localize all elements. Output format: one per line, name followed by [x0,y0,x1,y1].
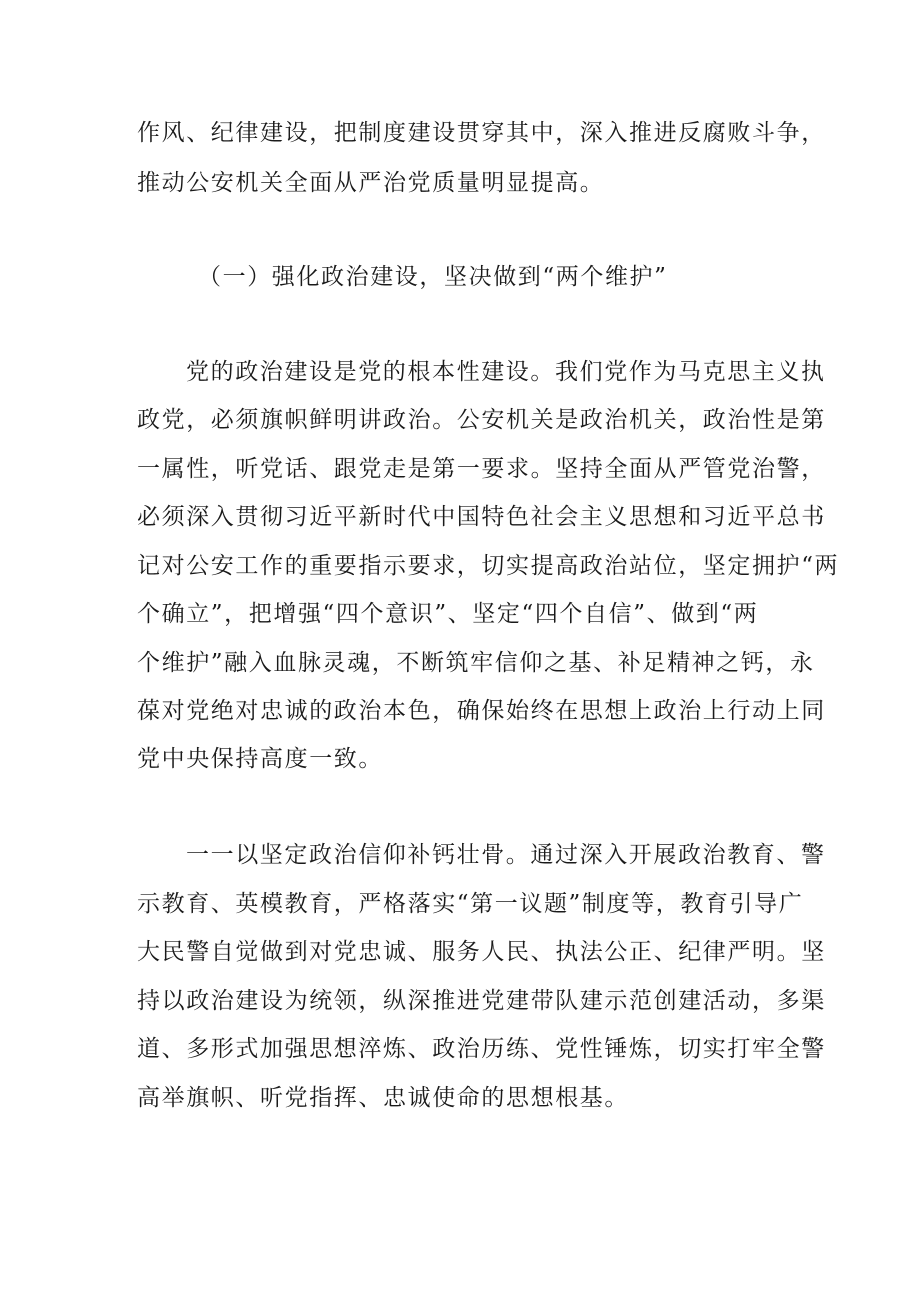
paragraph1-line-1: 党的政治建设是党的根本性建设。我们党作为马克思主义执 [186,359,826,385]
paragraph2-line-5: 道、多形式加强思想淬炼、政治历练、党性锤炼，切实打牢全警 [137,1036,826,1062]
paragraph1-line-2: 政党，必须旗帜鲜明讲政治。公安机关是政治机关，政治性是第 [137,407,826,433]
paragraph1-line-4: 必须深入贯彻习近平新时代中国特色社会主义思想和习近平总书 [137,504,826,530]
paragraph2-line-6: 高举旗帜、听党指挥、忠诚使命的思想根基。 [137,1085,629,1111]
paragraph2-line-3: 大民警自觉做到对党忠诚、服务人民、执法公正、纪律严明。坚 [137,939,826,965]
paragraph1-line-7: 个维护”融入血脉灵魂，不断筑牢信仰之基、补足精神之钙，永 [137,650,815,676]
paragraph1-line-5: 记对公安工作的重要指示要求，切实提高政治站位，坚定拥护“两 [137,553,840,579]
paragraph1-line-8: 葆对党绝对忠诚的政治本色，确保始终在思想上政治上行动上同 [137,698,826,724]
paragraph1-line-3: 一属性，听党话、跟党走是第一要求。坚持全面从严管党治警， [137,456,826,482]
paragraph1-line-6: 个确立”，把增强“四个意识”、坚定“四个自信”、做到“两 [137,601,759,627]
intro-line-2: 推动公安机关全面从严治党质量明显提高。 [137,170,605,196]
paragraph1-line-9: 党中央保持高度一致。 [137,746,383,772]
paragraph2-line-4: 持以政治建设为统领，纵深推进党建带队建示范创建活动，多渠 [137,988,826,1014]
paragraph2-line-2: 示教育、英模教育，严格落实“第一议题”制度等，教育引导广 [137,891,804,917]
intro-line-1: 作风、纪律建设，把制度建设贯穿其中，深入推进反腐败斗争， [137,120,826,146]
section-heading: （一）强化政治建设，坚决做到“两个维护” [198,264,668,290]
paragraph2-line-1: 一一以坚定政治信仰补钙壮骨。通过深入开展政治教育、警 [186,842,826,868]
